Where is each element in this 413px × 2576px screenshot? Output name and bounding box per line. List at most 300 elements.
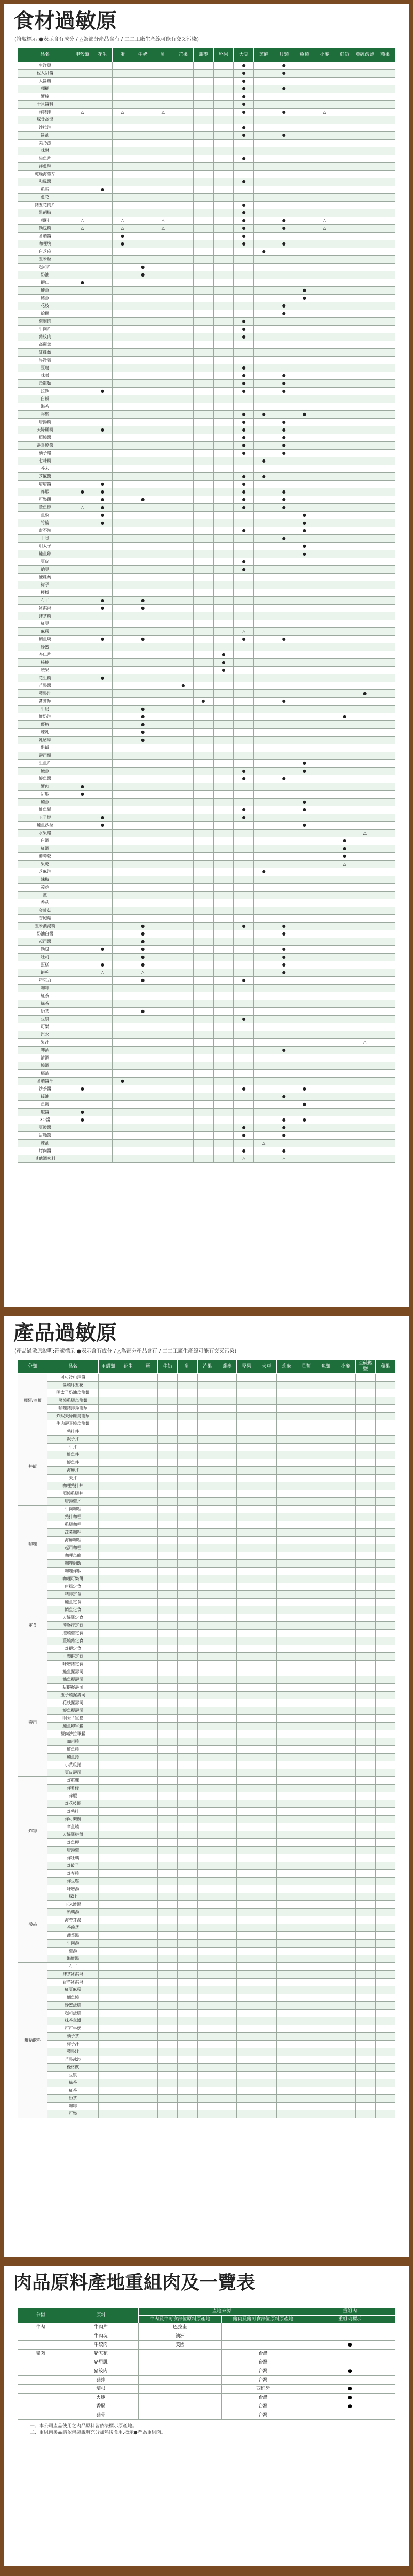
- allergen-cell: [274, 163, 294, 171]
- allergen-cell: [217, 1506, 236, 1513]
- allergen-cell: [213, 814, 233, 822]
- allergen-cell: [336, 1893, 355, 1901]
- allergen-cell: [356, 1668, 375, 1676]
- allergen-cell: [254, 1155, 274, 1163]
- allergen-cell: [197, 1568, 217, 1575]
- row-name: 豆漿: [18, 1016, 72, 1023]
- allergen-cell: [355, 543, 375, 550]
- allergen-cell: [213, 116, 233, 124]
- allergen-cell: [335, 1147, 355, 1155]
- allergen-cell: [375, 1023, 395, 1031]
- allergen-cell: [157, 1862, 177, 1870]
- allergen-cell: [237, 1831, 257, 1839]
- allergen-cell: [234, 938, 254, 946]
- allergen-cell: [335, 674, 355, 682]
- allergen-cell: [118, 1715, 138, 1723]
- allergen-cell: [375, 287, 395, 295]
- allergen-cell: [98, 1591, 118, 1599]
- allergen-cell: [375, 868, 395, 876]
- allergen-cell: ●: [274, 954, 294, 961]
- allergen-cell: [193, 861, 213, 868]
- allergen-cell: [294, 132, 314, 140]
- allergen-cell: [237, 1413, 257, 1420]
- header-restructured: 重組肉: [305, 2308, 395, 2316]
- allergen-cell: [356, 1715, 375, 1723]
- row-name: 番茄醬汁: [18, 1078, 72, 1085]
- allergen-cell: [296, 1754, 316, 1761]
- table-row: [18, 1039, 395, 1047]
- allergen-cell: [113, 946, 133, 954]
- allergen-cell: [234, 612, 254, 620]
- row-name: 唐揚雞丼: [47, 1498, 98, 1506]
- allergen-cell: [217, 1847, 236, 1854]
- allergen-cell: ●: [234, 1132, 254, 1140]
- allergen-cell: [237, 1606, 257, 1614]
- allergen-cell: [193, 744, 213, 752]
- row-name: 味醂: [18, 147, 72, 155]
- allergen-cell: [173, 1000, 193, 1008]
- allergen-cell: ●: [294, 806, 314, 814]
- allergen-cell: [92, 233, 113, 240]
- allergen-cell: ●: [72, 1109, 92, 1116]
- allergen-cell: [316, 1451, 336, 1459]
- allergen-cell: [257, 1389, 276, 1397]
- allergen-cell: [118, 1583, 138, 1591]
- allergen-cell: [294, 589, 314, 597]
- allergen-cell: [375, 1932, 395, 1940]
- allergen-cell: [356, 1870, 375, 1878]
- allergen-cell: [157, 1800, 177, 1808]
- allergen-cell: [314, 1155, 335, 1163]
- allergen-cell: [254, 1039, 274, 1047]
- allergen-cell: ●: [234, 326, 254, 333]
- allergen-cell: [193, 822, 213, 830]
- allergen-cell: [118, 2110, 138, 2118]
- allergen-cell: [237, 1862, 257, 1870]
- allergen-cell: [72, 690, 92, 698]
- allergen-cell: [157, 2041, 177, 2048]
- allergen-cell: [336, 2056, 355, 2064]
- category-cell: [18, 2376, 63, 2385]
- allergen-cell: [153, 70, 173, 78]
- allergen-cell: [335, 473, 355, 481]
- allergen-cell: [153, 806, 173, 814]
- allergen-cell: [234, 791, 254, 799]
- allergen-cell: ●: [274, 70, 294, 78]
- allergen-cell: [72, 775, 92, 783]
- allergen-cell: [276, 1583, 296, 1591]
- allergen-cell: [355, 287, 375, 295]
- allergen-cell: [197, 2079, 217, 2087]
- allergen-cell: [92, 550, 113, 558]
- table-row: [18, 651, 395, 659]
- allergen-cell: [133, 202, 153, 209]
- allergen-cell: [138, 1979, 157, 1986]
- allergen-cell: [294, 333, 314, 341]
- allergen-cell: [356, 1940, 375, 1948]
- allergen-cell: [153, 395, 173, 403]
- allergen-cell: [355, 225, 375, 233]
- allergen-cell: [355, 822, 375, 830]
- allergen-cell: [257, 1653, 276, 1661]
- allergen-cell: [178, 1676, 197, 1684]
- allergen-cell: [157, 1614, 177, 1622]
- allergen-cell: [92, 457, 113, 465]
- allergen-cell: [294, 628, 314, 636]
- allergen-cell: [254, 659, 274, 667]
- allergen-cell: [314, 1039, 335, 1047]
- allergen-cell: [254, 985, 274, 992]
- allergen-cell: [316, 1614, 336, 1622]
- allergen-cell: [375, 1498, 395, 1506]
- allergen-cell: [375, 442, 395, 450]
- allergen-cell: [173, 628, 193, 636]
- row-name: 柴魚片: [18, 155, 72, 163]
- header-cell: 牛奶: [133, 48, 153, 62]
- allergen-cell: [213, 194, 233, 202]
- allergen-cell: [173, 605, 193, 612]
- allergen-cell: [133, 310, 153, 318]
- allergen-cell: [72, 465, 92, 473]
- allergen-cell: [355, 550, 375, 558]
- allergen-cell: [237, 1521, 257, 1529]
- allergen-cell: ●: [92, 488, 113, 496]
- table-row: [18, 853, 395, 861]
- allergen-cell: [355, 845, 375, 853]
- allergen-cell: [234, 1062, 254, 1070]
- row-name: 咖啡: [18, 985, 72, 992]
- allergen-cell: [173, 814, 193, 822]
- allergen-cell: [157, 1506, 177, 1513]
- allergen-cell: [314, 380, 335, 388]
- allergen-cell: [257, 1420, 276, 1428]
- allergen-cell: [173, 1140, 193, 1147]
- allergen-cell: [118, 2087, 138, 2095]
- allergen-cell: [274, 783, 294, 791]
- allergen-cell: [234, 264, 254, 271]
- allergen-cell: [113, 1023, 133, 1031]
- allergen-cell: [72, 837, 92, 845]
- allergen-cell: [197, 1940, 217, 1948]
- allergen-cell: [72, 1070, 92, 1078]
- allergen-cell: [173, 194, 193, 202]
- allergen-cell: [296, 1544, 316, 1552]
- allergen-cell: [72, 93, 92, 101]
- row-name: 咖哩炸蝦: [47, 1568, 98, 1575]
- allergen-cell: [92, 395, 113, 403]
- allergen-cell: [92, 140, 113, 147]
- allergen-cell: [254, 109, 274, 116]
- allergen-cell: [213, 961, 233, 969]
- allergen-cell: [217, 1405, 236, 1413]
- allergen-cell: [173, 295, 193, 302]
- table-row: [18, 1839, 395, 1847]
- allergen-cell: △: [72, 217, 92, 225]
- allergen-cell: [118, 2010, 138, 2017]
- allergen-cell: [375, 380, 395, 388]
- allergen-cell: [173, 302, 193, 310]
- table-row: [18, 2017, 395, 2025]
- table-row: [18, 1147, 395, 1155]
- allergen-cell: [92, 659, 113, 667]
- table-row: [18, 1847, 395, 1854]
- allergen-cell: ●: [234, 814, 254, 822]
- table-row: [18, 2402, 395, 2411]
- allergen-cell: [335, 543, 355, 550]
- allergen-cell: [193, 961, 213, 969]
- allergen-cell: ●: [234, 923, 254, 930]
- allergen-cell: [113, 566, 133, 574]
- allergen-cell: [375, 1544, 395, 1552]
- allergen-cell: [133, 155, 153, 163]
- table-row: [18, 1436, 395, 1444]
- allergen-cell: [173, 744, 193, 752]
- allergen-cell: [336, 1513, 355, 1521]
- allergen-cell: [153, 1078, 173, 1085]
- table-row: [18, 899, 395, 907]
- allergen-cell: [138, 1839, 157, 1847]
- allergen-cell: [314, 946, 335, 954]
- allergen-cell: [173, 1155, 193, 1163]
- allergen-cell: [72, 674, 92, 682]
- allergen-cell: [356, 1885, 375, 1893]
- allergen-cell: [294, 814, 314, 822]
- allergen-cell: [213, 760, 233, 768]
- allergen-cell: [355, 969, 375, 977]
- allergen-cell: [138, 1552, 157, 1560]
- allergen-cell: [133, 279, 153, 287]
- category-cell: [18, 2341, 63, 2350]
- allergen-cell: [138, 1482, 157, 1490]
- allergen-cell: [193, 977, 213, 985]
- allergen-cell: [113, 1101, 133, 1109]
- allergen-cell: [254, 706, 274, 713]
- allergen-cell: [153, 946, 173, 954]
- allergen-cell: [335, 264, 355, 271]
- allergen-cell: [314, 512, 335, 519]
- group-cell: 炸物: [18, 1777, 47, 1885]
- allergen-cell: [98, 2072, 118, 2079]
- allergen-cell: [355, 202, 375, 209]
- row-name: 炸可樂餅: [47, 1816, 98, 1823]
- allergen-cell: [375, 349, 395, 357]
- allergen-cell: [217, 1444, 236, 1451]
- allergen-cell: [178, 1862, 197, 1870]
- allergen-cell: ●: [234, 202, 254, 209]
- allergen-cell: [138, 1575, 157, 1583]
- allergen-cell: [237, 1878, 257, 1885]
- allergen-cell: [375, 519, 395, 527]
- allergen-cell: [217, 1916, 236, 1924]
- allergen-cell: ●: [113, 233, 133, 240]
- allergen-cell: [335, 93, 355, 101]
- allergen-cell: [193, 132, 213, 140]
- allergen-cell: [274, 93, 294, 101]
- allergen-cell: [113, 574, 133, 581]
- row-name: 鮮奶油: [18, 713, 72, 721]
- allergen-cell: [92, 954, 113, 961]
- allergen-cell: [118, 1482, 138, 1490]
- allergen-cell: [72, 302, 92, 310]
- allergen-cell: ●: [335, 845, 355, 853]
- allergen-cell: ●: [274, 225, 294, 233]
- allergen-cell: [276, 1707, 296, 1715]
- allergen-cell: [153, 1039, 173, 1047]
- allergen-cell: [375, 1008, 395, 1016]
- row-name: 拉麵: [18, 388, 72, 395]
- allergen-cell: [314, 1093, 335, 1101]
- allergen-cell: [133, 450, 153, 457]
- allergen-cell: [193, 558, 213, 566]
- allergen-cell: [314, 550, 335, 558]
- allergen-cell: [92, 85, 113, 93]
- allergen-cell: [314, 140, 335, 147]
- allergen-cell: [173, 899, 193, 907]
- allergen-cell: [153, 155, 173, 163]
- allergen-cell: [138, 2095, 157, 2103]
- allergen-cell: [72, 512, 92, 519]
- allergen-cell: [356, 1521, 375, 1529]
- allergen-cell: [173, 287, 193, 295]
- allergen-cell: [356, 2072, 375, 2079]
- allergen-cell: [178, 1823, 197, 1831]
- allergen-cell: [72, 155, 92, 163]
- allergen-cell: [173, 178, 193, 186]
- allergen-cell: [274, 395, 294, 403]
- table-row: [18, 915, 395, 923]
- allergen-cell: [197, 1785, 217, 1792]
- table-row: [18, 713, 395, 721]
- allergen-cell: [72, 620, 92, 628]
- allergen-cell: [274, 178, 294, 186]
- allergen-cell: [98, 1382, 118, 1389]
- allergen-cell: [314, 737, 335, 744]
- allergen-cell: [336, 1924, 355, 1932]
- allergen-cell: [375, 140, 395, 147]
- table-row: [18, 892, 395, 899]
- allergen-cell: [335, 612, 355, 620]
- allergen-cell: [294, 202, 314, 209]
- allergen-cell: [98, 1707, 118, 1715]
- row-name: 加州捲: [47, 1738, 98, 1746]
- allergen-cell: [336, 2072, 355, 2079]
- allergen-cell: [98, 1971, 118, 1979]
- allergen-cell: [113, 1062, 133, 1070]
- allergen-cell: [197, 2056, 217, 2064]
- allergen-cell: [138, 1971, 157, 1979]
- allergen-cell: [72, 899, 92, 907]
- allergen-cell: [274, 690, 294, 698]
- allergen-cell: [294, 442, 314, 450]
- allergen-cell: [355, 892, 375, 899]
- allergen-cell: [234, 395, 254, 403]
- allergen-cell: [113, 202, 133, 209]
- allergen-cell: [92, 101, 113, 109]
- allergen-cell: [118, 1676, 138, 1684]
- allergen-cell: [217, 1684, 236, 1692]
- allergen-cell: [375, 302, 395, 310]
- allergen-cell: [153, 85, 173, 93]
- allergen-cell: [72, 271, 92, 279]
- allergen-cell: [355, 434, 375, 442]
- allergen-cell: [294, 380, 314, 388]
- allergen-cell: [157, 1583, 177, 1591]
- allergen-cell: [118, 1901, 138, 1909]
- allergen-cell: [157, 2056, 177, 2064]
- allergen-cell: [335, 535, 355, 543]
- allergen-cell: [316, 1940, 336, 1948]
- allergen-cell: [133, 566, 153, 574]
- allergen-cell: [257, 1552, 276, 1560]
- allergen-cell: [375, 1606, 395, 1614]
- allergen-cell: [173, 550, 193, 558]
- allergen-cell: [296, 2033, 316, 2041]
- row-name: 牛肉湯: [47, 1940, 98, 1948]
- allergen-cell: ●: [294, 760, 314, 768]
- row-name: 啤酒: [18, 1047, 72, 1054]
- allergen-cell: [118, 1684, 138, 1692]
- allergen-cell: [173, 1124, 193, 1132]
- allergen-cell: [178, 2103, 197, 2110]
- allergen-cell: [118, 1451, 138, 1459]
- allergen-cell: [254, 566, 274, 574]
- allergen-cell: [375, 1870, 395, 1878]
- allergen-cell: [274, 1039, 294, 1047]
- allergen-cell: [335, 287, 355, 295]
- allergen-cell: [193, 209, 213, 217]
- allergen-cell: ●: [234, 372, 254, 380]
- allergen-cell: [157, 2010, 177, 2017]
- allergen-cell: [314, 132, 335, 140]
- row-name: 鰻魚醬: [18, 775, 72, 783]
- allergen-cell: [153, 977, 173, 985]
- allergen-cell: [217, 2017, 236, 2025]
- row-name: 梅子汁: [47, 2041, 98, 2048]
- allergen-cell: [314, 1109, 335, 1116]
- allergen-cell: [213, 884, 233, 892]
- allergen-cell: [274, 543, 294, 550]
- allergen-cell: [375, 1085, 395, 1093]
- allergen-cell: [118, 2072, 138, 2079]
- allergen-cell: [173, 403, 193, 411]
- section-legend: (產品過敏原說明:符號標示 ●表示含有成分 / △為部分產品含有 / 二二工廠生產線可能有交叉污染): [14, 1348, 237, 1354]
- allergen-cell: [254, 380, 274, 388]
- allergen-cell: ●: [234, 527, 254, 535]
- allergen-cell: [274, 1008, 294, 1016]
- allergen-cell: [72, 395, 92, 403]
- allergen-cell: [274, 287, 294, 295]
- allergen-cell: [237, 2064, 257, 2072]
- allergen-cell: ●: [113, 1078, 133, 1085]
- allergen-cell: [92, 364, 113, 372]
- allergen-cell: [355, 457, 375, 465]
- allergen-cell: [98, 1583, 118, 1591]
- allergen-cell: [178, 1405, 197, 1413]
- allergen-cell: [294, 279, 314, 287]
- table-row: [18, 1823, 395, 1831]
- allergen-cell: [197, 1544, 217, 1552]
- allergen-cell: [276, 1645, 296, 1653]
- allergen-cell: [375, 116, 395, 124]
- table-row: [18, 946, 395, 954]
- row-name: 牛丼: [47, 1444, 98, 1451]
- allergen-cell: [316, 2002, 336, 2010]
- allergen-cell: [237, 1568, 257, 1575]
- allergen-cell: [98, 1537, 118, 1544]
- row-name: 漢堡排定食: [47, 1622, 98, 1630]
- allergen-cell: [92, 737, 113, 744]
- allergen-cell: [375, 341, 395, 349]
